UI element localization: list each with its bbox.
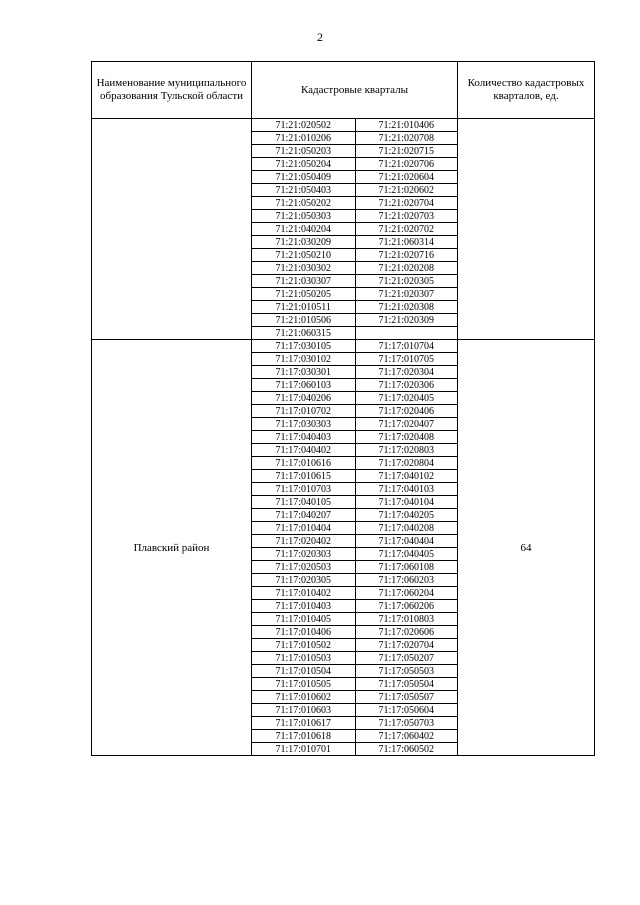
cadastral-number: 71:17:020408: [355, 431, 457, 444]
cadastral-number: 71:17:010704: [355, 340, 457, 353]
table-body: [92, 119, 595, 756]
cadastral-number: 71:17:040207: [252, 509, 355, 522]
header-block-count: Количество кадастровых кварталов, ед.: [458, 62, 595, 119]
cadastral-number: 71:17:010615: [252, 470, 355, 483]
cadastral-number: 71:17:040105: [252, 496, 355, 509]
cadastral-number: 71:21:050202: [252, 197, 355, 210]
cadastral-number: 71:17:020306: [355, 379, 457, 392]
cadastral-number: 71:21:010506: [252, 314, 355, 327]
cadastral-number: 71:21:020702: [355, 223, 457, 236]
municipality-group-row: [92, 340, 595, 756]
table-row: [252, 158, 457, 171]
cadastral-number: 71:17:050504: [355, 678, 457, 691]
municipality-name: [92, 119, 252, 340]
cadastral-number: 71:21:010206: [252, 132, 355, 145]
cadastral-number: 71:17:020503: [252, 561, 355, 574]
table-row: [252, 587, 457, 600]
table-row: [252, 184, 457, 197]
cadastral-number: 71:17:060502: [378, 743, 435, 755]
table-row: [252, 119, 457, 132]
cadastral-number: 71:17:060103: [252, 379, 355, 392]
table-row: [252, 392, 457, 405]
table-row: [252, 431, 457, 444]
cadastral-number: 71:21:030209: [252, 236, 355, 249]
municipality-group-row: [92, 119, 595, 340]
cadastral-number: 71:17:030303: [252, 418, 355, 431]
cadastral-number: 71:17:040403: [252, 431, 355, 444]
cadastral-number: 71:21:050204: [252, 158, 355, 171]
cadastral-number: 71:21:020309: [355, 314, 457, 327]
cadastral-number: 71:21:020208: [355, 262, 457, 275]
table-row: [252, 210, 457, 223]
table-row: [252, 353, 457, 366]
table-row: [252, 327, 457, 340]
header-municipality: Наименование муниципального образования Тульской области: [92, 62, 252, 119]
cadastral-number: 71:21:050303: [252, 210, 355, 223]
cadastral-number: 71:17:040104: [355, 496, 457, 509]
cadastral-number: 71:17:010618: [252, 730, 355, 743]
cadastral-blocks-list: [252, 119, 457, 339]
cadastral-number: 71:21:020703: [355, 210, 457, 223]
cadastral-number: 71:17:020406: [355, 405, 457, 418]
table-row: [252, 470, 457, 483]
cadastral-number: 71:17:010406: [252, 626, 355, 639]
cadastral-number: 71:17:040402: [252, 444, 355, 457]
cadastral-blocks-cell: [252, 340, 458, 756]
cadastral-number: 71:17:050703: [355, 717, 457, 730]
table-row: [252, 743, 457, 756]
cadastral-number: 71:17:050503: [355, 665, 457, 678]
table-row: [252, 262, 457, 275]
cadastral-number: 71:17:020305: [252, 574, 355, 587]
cadastral-number: 71:17:040404: [355, 535, 457, 548]
table-row: [252, 145, 457, 158]
table-row: [252, 717, 457, 730]
table-row: [252, 366, 457, 379]
cadastral-number: 71:17:010505: [252, 678, 355, 691]
table-row: [252, 379, 457, 392]
cadastral-number: 71:21:050205: [252, 288, 355, 301]
cadastral-number: 71:17:040405: [355, 548, 457, 561]
cadastral-number: 71:17:010701: [252, 743, 355, 756]
cadastral-number: 71:17:020304: [355, 366, 457, 379]
cadastral-number: 71:21:020602: [355, 184, 457, 197]
cadastral-number: 71:17:040205: [355, 509, 457, 522]
cadastral-number: 71:21:020704: [355, 197, 457, 210]
cadastral-number: 71:21:050403: [252, 184, 355, 197]
cadastral-number: 71:21:050203: [252, 145, 355, 158]
cadastral-number: 71:17:040206: [252, 392, 355, 405]
table-row: [252, 561, 457, 574]
cadastral-number: 71:17:010602: [252, 691, 355, 704]
cadastral-number: 71:17:010803: [355, 613, 457, 626]
cadastral-table: [91, 61, 595, 756]
cadastral-number: 71:17:010616: [252, 457, 355, 470]
table-row: [252, 600, 457, 613]
cadastral-number: 71:17:030105: [252, 340, 355, 353]
cadastral-blocks-cell: [252, 119, 458, 340]
table-row: [252, 522, 457, 535]
cadastral-number: 71:21:020708: [355, 132, 457, 145]
cadastral-number: [355, 327, 457, 340]
cadastral-number: 71:17:010404: [252, 522, 355, 535]
table-row: [252, 652, 457, 665]
cadastral-number: 71:17:020704: [355, 639, 457, 652]
table-row: [252, 171, 457, 184]
cadastral-number: 71:21:060314: [355, 236, 457, 249]
table-row: [252, 275, 457, 288]
cadastral-number: 71:17:060402: [355, 730, 457, 743]
cadastral-number: 71:21:050409: [252, 171, 355, 184]
cadastral-number: 71:17:050507: [355, 691, 457, 704]
table-row: [252, 509, 457, 522]
cadastral-number: 71:21:020305: [355, 275, 457, 288]
cadastral-number: 71:17:010702: [252, 405, 355, 418]
cadastral-number: 71:17:030102: [252, 353, 355, 366]
cadastral-number: 71:17:040103: [355, 483, 457, 496]
page-number: 2: [317, 30, 323, 44]
block-count: 64: [458, 340, 595, 756]
table-row: [252, 704, 457, 717]
header-cadastral-blocks: Кадастровые кварталы: [252, 62, 458, 119]
cadastral-number: 71:17:010502: [252, 639, 355, 652]
table-row: [252, 132, 457, 145]
cadastral-number: 71:21:020604: [355, 171, 457, 184]
table-row: [252, 678, 457, 691]
cadastral-number: 71:21:020502: [252, 119, 355, 132]
cadastral-number: 71:17:020803: [355, 444, 457, 457]
cadastral-number: 71:21:020308: [355, 301, 457, 314]
table-row: [252, 301, 457, 314]
cadastral-number: 71:17:030301: [252, 366, 355, 379]
cadastral-number: 71:17:060108: [355, 561, 457, 574]
cadastral-number: 71:17:010617: [252, 717, 355, 730]
table-row: [252, 548, 457, 561]
table-row: [252, 197, 457, 210]
cadastral-number: 71:21:050210: [252, 249, 355, 262]
cadastral-number: 71:21:010406: [355, 119, 457, 132]
cadastral-number: 71:17:020407: [355, 418, 457, 431]
table-row: [252, 574, 457, 587]
table-row: [252, 340, 457, 353]
block-count: [458, 119, 595, 340]
table-row: [252, 496, 457, 509]
table-row: [252, 288, 457, 301]
cadastral-number: 71:21:030307: [252, 275, 355, 288]
cadastral-number: 71:17:020606: [355, 626, 457, 639]
cadastral-number: 71:17:020303: [252, 548, 355, 561]
cadastral-number: 71:17:020405: [355, 392, 457, 405]
cadastral-number: 71:21:020715: [355, 145, 457, 158]
cadastral-number: 71:21:060315: [252, 327, 355, 340]
cadastral-number: 71:17:020402: [252, 535, 355, 548]
table-row: [252, 730, 457, 743]
table-row: [252, 639, 457, 652]
cadastral-blocks-list: [252, 340, 457, 755]
cadastral-number: 71:17:010705: [355, 353, 457, 366]
table-row: [252, 249, 457, 262]
cadastral-number: 71:17:010504: [252, 665, 355, 678]
cadastral-number: 71:17:020804: [355, 457, 457, 470]
table-row: [252, 457, 457, 470]
table-row: [252, 665, 457, 678]
table-row: [252, 223, 457, 236]
table-row: [252, 691, 457, 704]
municipality-name: Плавский район: [92, 340, 252, 756]
cadastral-number: 71:17:010503: [252, 652, 355, 665]
cadastral-number: 71:17:050604: [355, 704, 457, 717]
cadastral-number: 71:17:060203: [355, 574, 457, 587]
cadastral-number: 71:21:030302: [252, 262, 355, 275]
cadastral-number: 71:17:010405: [252, 613, 355, 626]
cadastral-number: 71:17:040208: [355, 522, 457, 535]
table-row: [252, 535, 457, 548]
cadastral-number: 71:17:040102: [355, 470, 457, 483]
table-row: [252, 613, 457, 626]
cadastral-number: 71:17:010402: [252, 587, 355, 600]
table-header: [92, 62, 595, 119]
cadastral-number: 71:17:060204: [355, 587, 457, 600]
cadastral-number: 71:17:010603: [252, 704, 355, 717]
table-row: [252, 418, 457, 431]
table-row: [252, 444, 457, 457]
cadastral-number: 71:21:020716: [355, 249, 457, 262]
table-row: [252, 314, 457, 327]
cadastral-number: 71:17:060206: [355, 600, 457, 613]
cadastral-number: 71:17:010403: [252, 600, 355, 613]
table-row: [252, 236, 457, 249]
table-row: [252, 626, 457, 639]
table-row: [252, 405, 457, 418]
cadastral-number: 71:17:010703: [252, 483, 355, 496]
table-row: [252, 483, 457, 496]
cadastral-number: 71:21:020307: [355, 288, 457, 301]
cadastral-number: 71:21:040204: [252, 223, 355, 236]
cadastral-number: 71:17:050207: [355, 652, 457, 665]
cadastral-number: 71:21:010511: [252, 301, 355, 314]
cadastral-number: 71:21:020706: [355, 158, 457, 171]
